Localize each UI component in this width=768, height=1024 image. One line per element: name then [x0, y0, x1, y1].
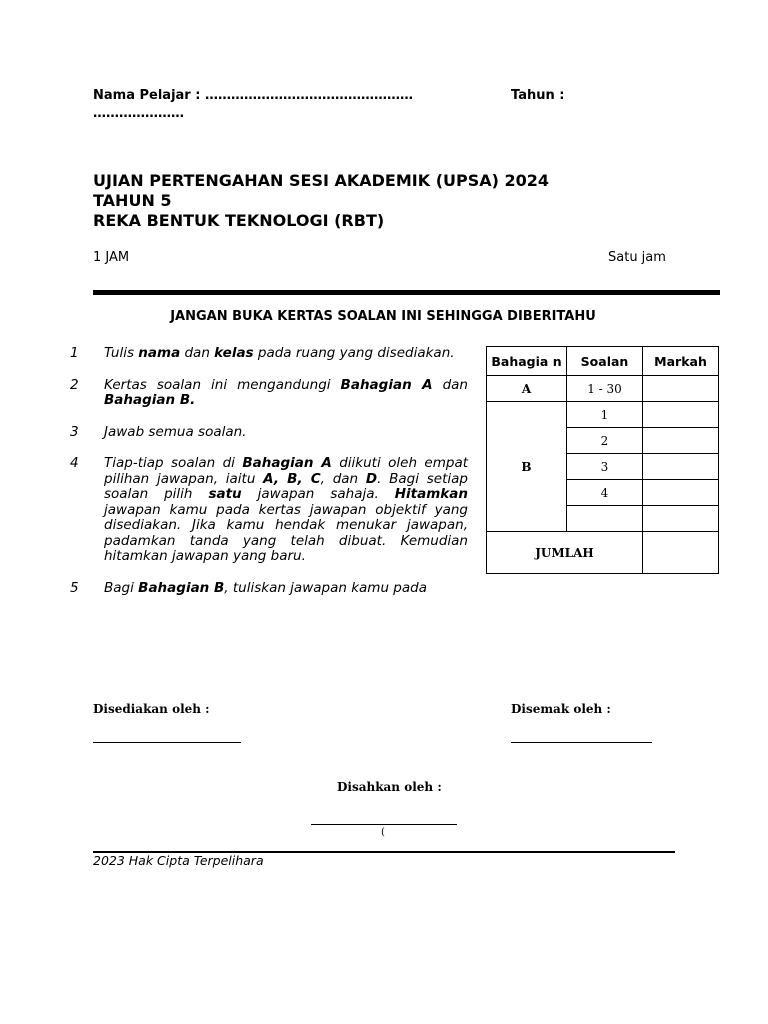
divider	[93, 290, 720, 295]
question-cell: 4	[567, 480, 643, 506]
approved-by-paren: (	[381, 827, 385, 838]
instruction-item	[70, 456, 468, 565]
checked-by-label: Disemak oleh :	[511, 702, 611, 716]
instruction-text: Tiap-tiap soalan di Bahagian A diikuti oleh empat pilihan jawapan, iaitu A, B, C, dan D. Bagi setiap soalan pilih satu jawapan sahaja. Hitamkan jawapan kamu pada kertas jawapan objektif yang disediakan. Jika kamu hendak menukar jawapan, padamkan tanda yang telah dibuat. Kemudian hitamkan jawapan yang baru.	[104, 455, 469, 564]
instruction-item	[70, 378, 468, 409]
col-header-marks: Markah	[643, 347, 719, 376]
exam-title	[93, 171, 549, 231]
year-dots: …………………	[93, 106, 184, 121]
instructions-list	[70, 346, 468, 612]
instruction-item	[70, 346, 468, 362]
marks-cell	[643, 506, 719, 532]
col-header-question: Soalan	[567, 347, 643, 376]
duration-right: Satu jam	[608, 250, 666, 265]
prepared-by-label: Disediakan oleh :	[93, 702, 210, 716]
marks-cell	[643, 428, 719, 454]
approved-by-signature-line	[311, 824, 457, 825]
marks-cell	[643, 402, 719, 428]
instruction-text: Kertas soalan ini mengandungi Bahagian A dan Bahagian B.	[104, 376, 468, 408]
marks-cell	[643, 454, 719, 480]
title-line-3: REKA BENTUK TEKNOLOGI (RBT)	[93, 211, 385, 230]
marks-table	[486, 346, 719, 574]
instruction-number: 1	[70, 345, 79, 361]
section-a-range: 1 - 30	[567, 376, 643, 402]
instruction-text: Jawab semua soalan.	[104, 423, 247, 440]
checked-by-signature-line	[511, 742, 652, 743]
instruction-number: 4	[70, 455, 79, 471]
question-cell	[567, 506, 643, 532]
instruction-number: 5	[70, 579, 79, 596]
approved-by-label: Disahkan oleh :	[337, 780, 442, 794]
notice: JANGAN BUKA KERTAS SOALAN INI SEHINGGA DIBERITAHU	[170, 309, 596, 324]
instruction-item	[70, 581, 468, 597]
section-a-cell: A	[487, 376, 567, 402]
title-line-1: UJIAN PERTENGAHAN SESI AKADEMIK (UPSA) 2024	[93, 171, 550, 190]
instruction-item	[70, 425, 468, 441]
copyright-footer: 2023 Hak Cipta Terpelihara	[93, 853, 264, 868]
instruction-number: 3	[70, 423, 79, 440]
total-label: JUMLAH	[487, 532, 643, 574]
marks-cell	[643, 480, 719, 506]
marks-cell	[643, 376, 719, 402]
col-header-section: Bahagia n	[487, 347, 567, 376]
instruction-text: Tulis nama dan kelas pada ruang yang disediakan.	[104, 345, 455, 361]
question-cell: 2	[567, 428, 643, 454]
duration-left: 1 JAM	[93, 250, 130, 265]
total-marks-cell	[643, 532, 719, 574]
instruction-number: 2	[70, 376, 79, 393]
title-line-2: TAHUN 5	[93, 191, 172, 210]
question-cell: 1	[567, 402, 643, 428]
section-b-cell: B	[487, 402, 567, 532]
year-label: Tahun :	[511, 88, 565, 103]
prepared-by-signature-line	[93, 742, 241, 743]
question-cell: 3	[567, 454, 643, 480]
instruction-text: Bagi Bahagian B, tuliskan jawapan kamu pada	[104, 579, 427, 596]
student-name-field: Nama Pelajar : …………………………………………	[93, 88, 413, 103]
